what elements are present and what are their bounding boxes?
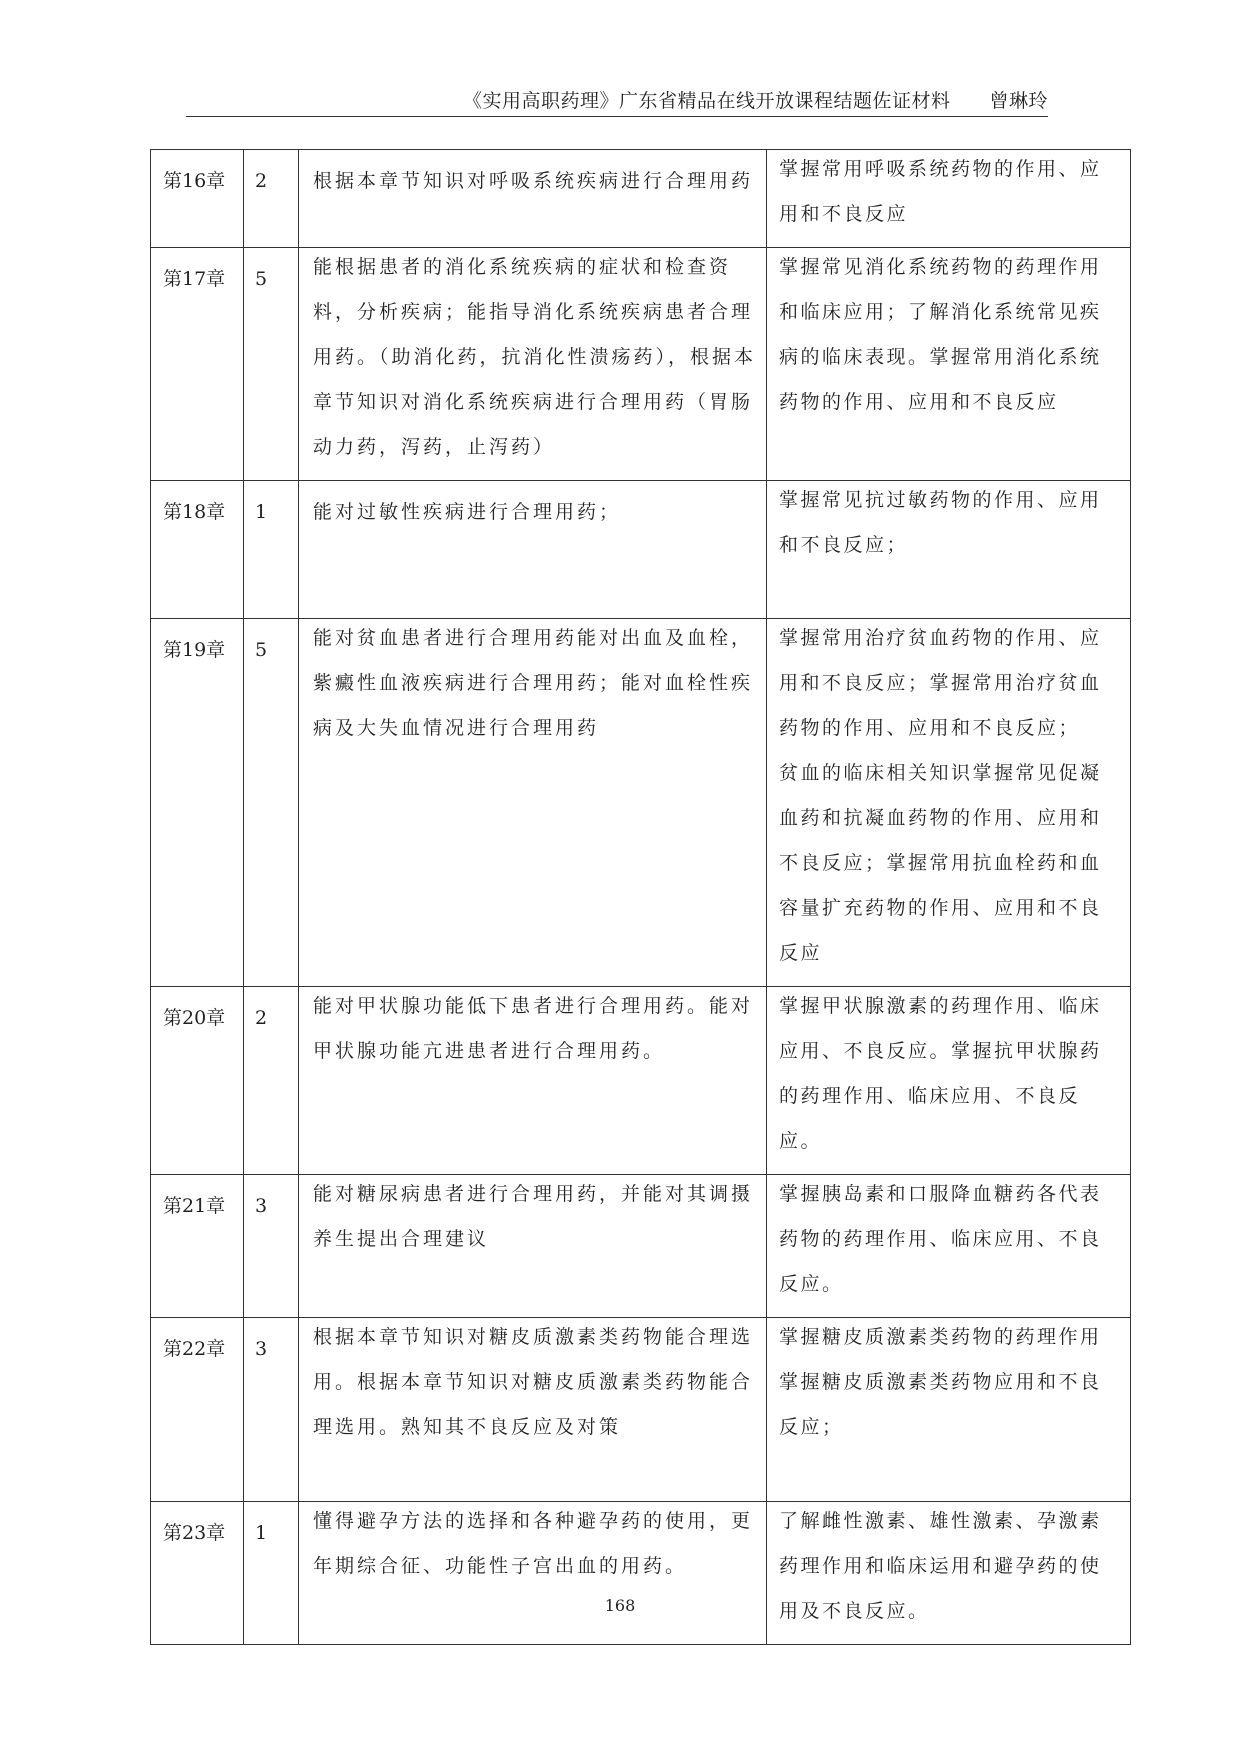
hours-cell: 3	[244, 1318, 299, 1502]
table-row	[151, 1175, 1131, 1318]
skill-text: 根据本章节知识对糖皮质激素类药物能合理选用。根据本章节知识对糖皮质激素类药物能合理选用。熟知其不良反应及对策	[313, 1326, 754, 1438]
knowledge-cell	[767, 1175, 1131, 1318]
chapter-cell: 第22章	[151, 1318, 244, 1502]
skill-cell	[299, 1318, 767, 1502]
hours-cell: 1	[244, 481, 299, 619]
hours-cell: 2	[244, 987, 299, 1175]
skill-text: 能对甲状腺功能低下患者进行合理用药。能对甲状腺功能亢进患者进行合理用药。	[313, 995, 754, 1062]
knowledge-cell	[767, 150, 1131, 248]
hours-cell: 5	[244, 619, 299, 987]
table-row	[151, 481, 1131, 619]
skill-cell	[299, 619, 767, 987]
knowledge-cell	[767, 248, 1131, 481]
knowledge-cell	[767, 481, 1131, 619]
knowledge-cell	[767, 619, 1131, 987]
knowledge-text: 掌握常用呼吸系统药物的作用、应用和不良反应	[779, 158, 1102, 225]
skill-cell	[299, 248, 767, 481]
skill-cell	[299, 1175, 767, 1318]
knowledge-extra-text: 贫血的临床相关知识掌握常见促凝血药和抗凝血药物的作用、应用和不良反应；掌握常用抗血栓药和血容量扩充药物的作用、应用和不良反应	[779, 762, 1102, 964]
table-row	[151, 248, 1131, 481]
header-title: 《实用高职药理》广东省精品在线开放课程结题佐证材料 曾琳玲	[462, 90, 1048, 112]
hours-cell: 3	[244, 1175, 299, 1318]
chapter-cell: 第18章	[151, 481, 244, 619]
chapter-cell: 第19章	[151, 619, 244, 987]
chapter-cell: 第21章	[151, 1175, 244, 1318]
table-row	[151, 1502, 1131, 1645]
knowledge-text: 掌握甲状腺激素的药理作用、临床应用、不良反应。掌握抗甲状腺药的药理作用、临床应用、不良反应。	[779, 995, 1102, 1152]
skill-cell	[299, 1502, 767, 1645]
chapter-cell: 第16章	[151, 150, 244, 248]
hours-cell: 2	[244, 150, 299, 248]
table-row	[151, 1318, 1131, 1502]
skill-text: 懂得避孕方法的选择和各种避孕药的使用，更年期综合征、功能性子宫出血的用药。	[313, 1510, 754, 1577]
skill-cell: 能对过敏性疾病进行合理用药；	[299, 481, 767, 619]
table-row	[151, 987, 1131, 1175]
table-row	[151, 150, 1131, 248]
hours-cell: 5	[244, 248, 299, 481]
knowledge-text: 掌握胰岛素和口服降血糖药各代表药物的药理作用、临床应用、不良反应。	[779, 1183, 1102, 1295]
chapter-cell: 第17章	[151, 248, 244, 481]
knowledge-text: 掌握常见消化系统药物的药理作用和临床应用；了解消化系统常见疾病的临床表现。掌握常用消化系统药物的作用、应用和不良反应	[779, 256, 1102, 413]
skill-text: 能对糖尿病患者进行合理用药，并能对其调摄养生提出合理建议	[313, 1183, 754, 1250]
page-header	[186, 84, 1048, 117]
chapter-cell: 第20章	[151, 987, 244, 1175]
knowledge-cell	[767, 987, 1131, 1175]
skill-cell	[299, 987, 767, 1175]
course-table	[150, 149, 1131, 1645]
skill-text: 能对贫血患者进行合理用药能对出血及血栓，紫癜性血液疾病进行合理用药；能对血栓性疾病及大失血情况进行合理用药	[313, 627, 754, 739]
skill-cell: 根据本章节知识对呼吸系统疾病进行合理用药	[299, 150, 767, 248]
skill-text: 能根据患者的消化系统疾病的症状和检查资料，分析疾病；能指导消化系统疾病患者合理用药。（助消化药，抗消化性溃疡药），根据本章节知识对消化系统疾病进行合理用药（胃肠动力药，泻药，止泻药）	[313, 256, 757, 458]
table-row	[151, 619, 1131, 987]
knowledge-cell	[767, 1318, 1131, 1502]
knowledge-text: 掌握常用治疗贫血药物的作用、应用和不良反应；掌握常用治疗贫血药物的作用、应用和不良反应；	[779, 627, 1102, 739]
knowledge-text: 掌握常见抗过敏药物的作用、应用和不良反应；	[779, 489, 1102, 556]
chapter-cell: 第23章	[151, 1502, 244, 1645]
knowledge-cell	[767, 1502, 1131, 1645]
knowledge-text: 掌握糖皮质激素类药物的药理作用	[779, 1326, 1102, 1348]
hours-cell: 1	[244, 1502, 299, 1645]
knowledge-extra-text: 掌握糖皮质激素类药物应用和不良反应；	[779, 1371, 1102, 1438]
knowledge-text: 了解雌性激素、雄性激素、孕激素药理作用和临床运用和避孕药的使用及不良反应。	[779, 1510, 1102, 1622]
page-number: 168	[604, 1596, 636, 1615]
